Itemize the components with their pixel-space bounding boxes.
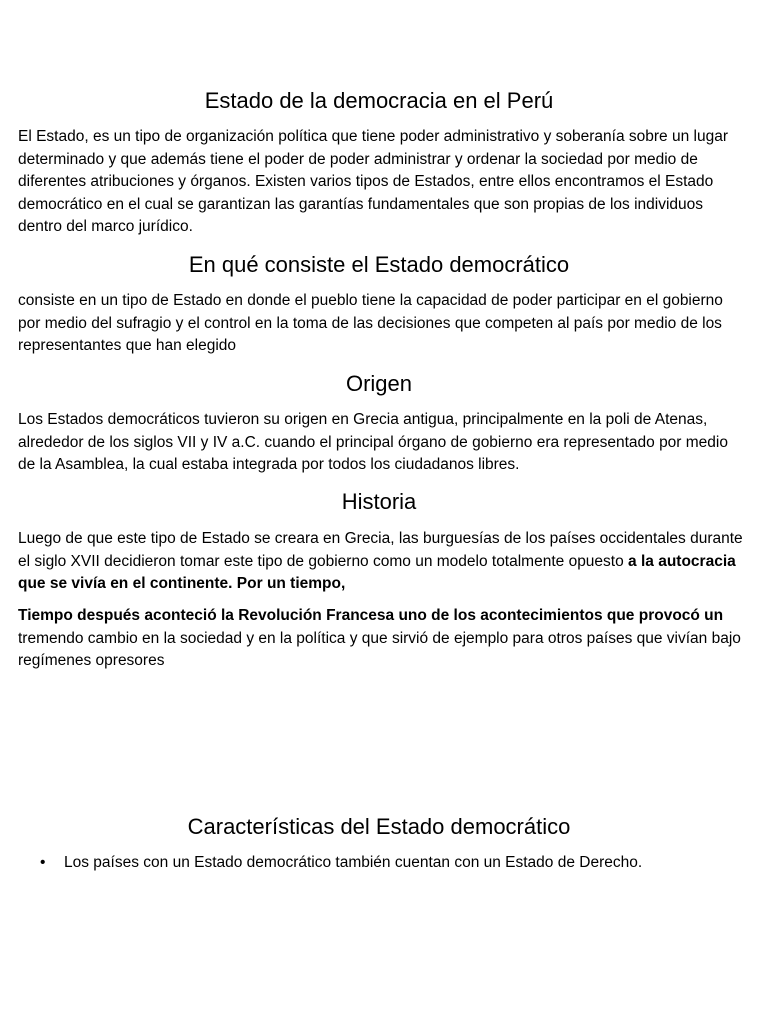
historia-text-bold: a la autocracia que se vivía en el continente. Por un tiempo, bbox=[18, 552, 736, 592]
section-heading-origen: Origen bbox=[345, 371, 413, 396]
historia-text-normal: Luego de que este tipo de Estado se creara en Grecia, las burguesías de los países occidentales durante el siglo XVII decidieron tomar este tipo de gobierno como un modelo totalmente opuesto bbox=[18, 530, 743, 570]
list-item-text: Los países con un Estado democrático también cuentan con un Estado de Derecho. bbox=[64, 854, 643, 871]
historia-second-normal: tremendo cambio en la sociedad y en la política y que sirvió de ejemplo para otros países que vivían bajo regímenes opresores bbox=[18, 629, 741, 669]
section-body-historia-2 bbox=[18, 605, 748, 673]
section-body-origen: Los Estados democráticos tuvieron su origen en Grecia antigua, principalmente en la poli de Atenas, alrededor de los siglos VII y IV a.C. cuando el principal órgano de gobierno era representado por medio de la Asamblea, la cual estaba integrada por todos los ciudadanos libres. bbox=[18, 411, 728, 473]
section-body-consiste: consiste en un tipo de Estado en donde el pueblo tiene la capacidad de poder participar en el gobierno por medio del sufragio y el control en la toma de las decisiones que competen al país por medio de los representantes que han elegido bbox=[18, 292, 723, 354]
bullet-icon: • bbox=[40, 854, 46, 871]
list-item bbox=[18, 852, 748, 875]
intro-paragraph: El Estado, es un tipo de organización política que tiene poder administrativo y soberanía sobre un lugar determinado y que además tiene el poder de poder administrar y ordenar la sociedad por medio de diferentes atribuciones y órganos. Existen varios tipos de Estados, entre ellos encontramos el Estado democrático en el cual se garantizan las garantías fundamentales que son propias de los individuos dentro del marco jurídico. bbox=[18, 128, 728, 235]
section-heading-consiste: En qué consiste el Estado democrático bbox=[188, 252, 570, 277]
caracteristicas-list bbox=[18, 852, 748, 875]
document-title: Estado de la democracia en el Perú bbox=[204, 88, 554, 113]
historia-second-bold: Tiempo después aconteció la Revolución Francesa uno de los acontecimientos que provocó un bbox=[18, 607, 724, 624]
section-body-historia bbox=[18, 528, 748, 596]
section-heading-caracteristicas: Características del Estado democrático bbox=[187, 814, 571, 839]
section-heading-historia: Historia bbox=[341, 489, 417, 514]
